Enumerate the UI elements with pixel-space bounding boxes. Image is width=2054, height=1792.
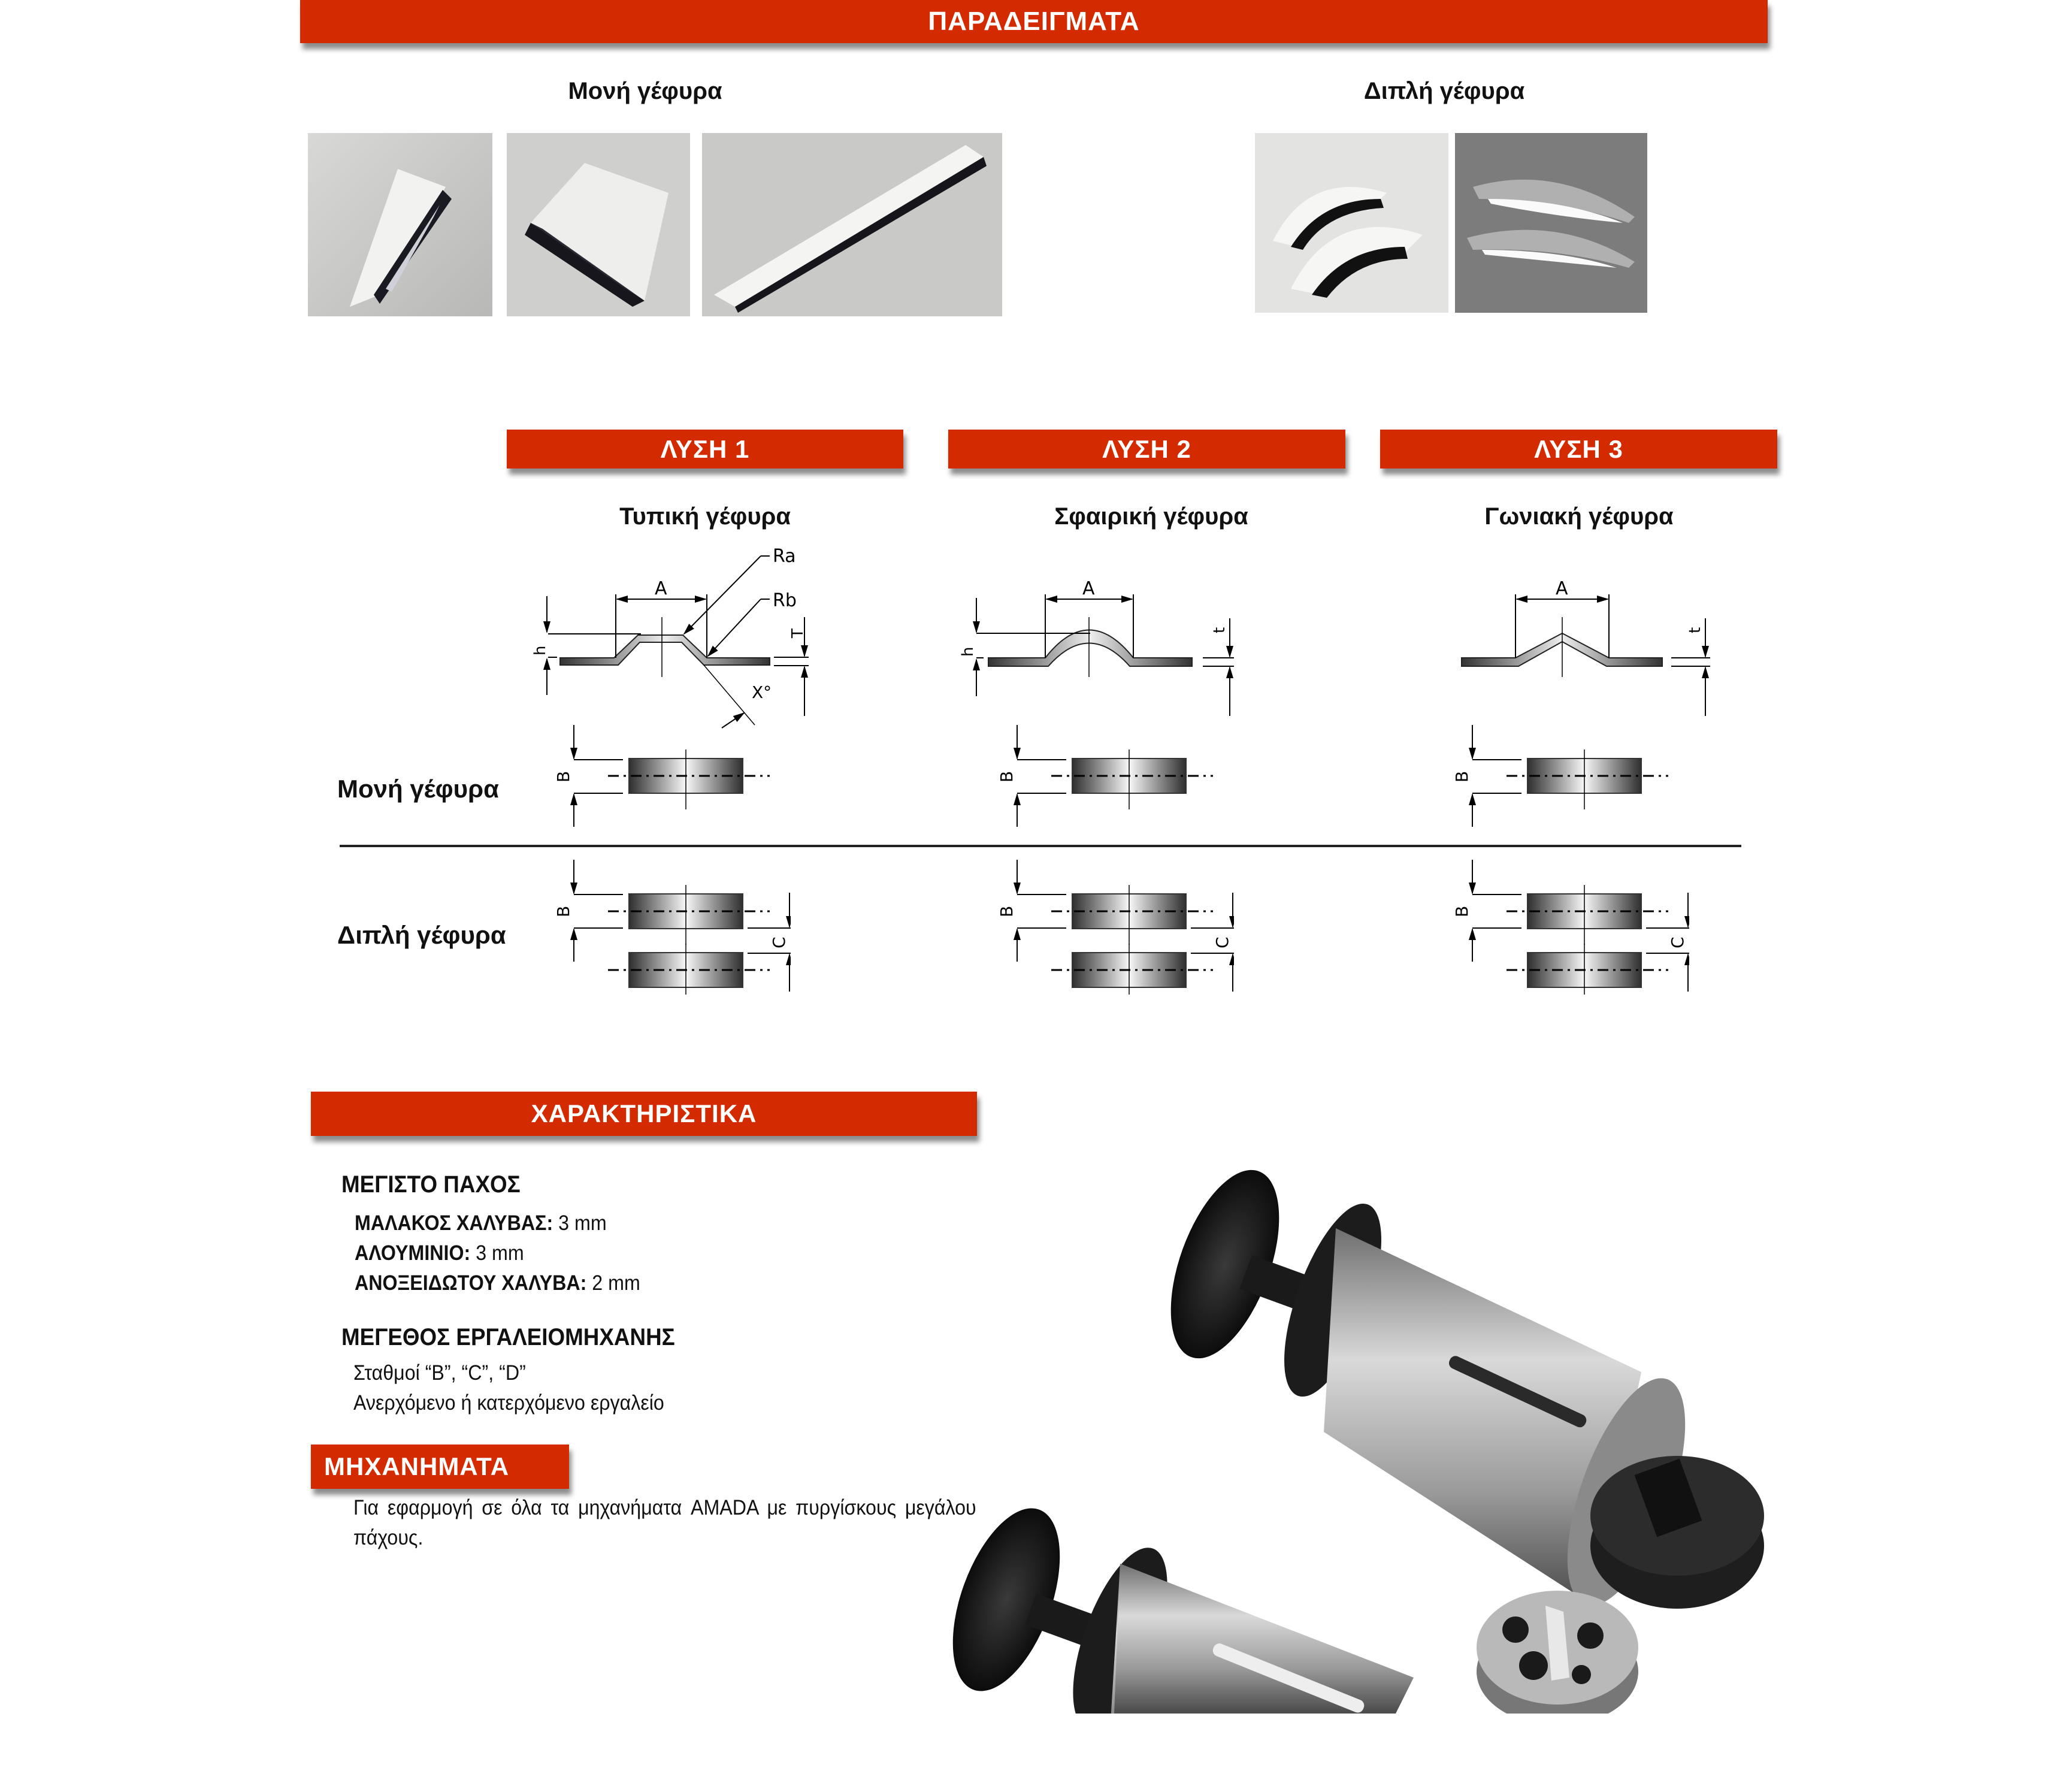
solution-3-top-view-diagram xyxy=(1438,719,1689,995)
dim-B-label: B xyxy=(553,770,573,782)
dim-B-label: B xyxy=(997,905,1017,917)
examples-banner xyxy=(300,0,1768,43)
thickness-item-label: ΜΑΛΑΚΟΣ ΧΑΛΥΒΑΣ: xyxy=(355,1211,553,1235)
solution-1-top-view-diagram xyxy=(539,719,791,995)
characteristics-banner-title: ΧΑΡΑΚΤΗΡΙΣΤΙΚΑ xyxy=(531,1099,757,1128)
dim-C-label: C xyxy=(1212,936,1232,948)
thickness-item-value: 2 mm xyxy=(592,1271,640,1295)
dim-h-label: h xyxy=(531,645,549,655)
dim-C-label: C xyxy=(769,936,789,948)
row-label-single: Μονή γέφυρα xyxy=(337,775,499,803)
row-label-double: Διπλή γέφυρα xyxy=(337,921,506,949)
double-bridge-label: Διπλή γέφυρα xyxy=(1363,78,1525,104)
bridge-tools-photo xyxy=(940,1138,1791,1714)
dim-X-label: X° xyxy=(752,682,772,702)
dim-T-label: T xyxy=(789,628,807,638)
solution-3-banner xyxy=(1380,430,1777,469)
solution-1-banner xyxy=(507,430,903,469)
dim-h-label: h xyxy=(959,646,977,657)
solution-3-title: Γωνιακή γέφυρα xyxy=(1484,503,1674,530)
dim-Rb-label: Rb xyxy=(773,590,797,611)
dim-Ra-label: Ra xyxy=(773,546,796,567)
solution-2-title: Σφαιρική γέφυρα xyxy=(1054,503,1248,530)
dim-B-label: B xyxy=(553,905,573,917)
examples-banner-title: ΠΑΡΑΔΕΙΓΜΑΤΑ xyxy=(928,7,1140,36)
solution-3-profile-diagram xyxy=(1450,563,1773,731)
dim-A-label: A xyxy=(1082,578,1095,599)
thickness-item-label: ΑΝΟΞΕΙΔΩΤΟΥ ΧΑΛΥΒΑ: xyxy=(355,1271,587,1295)
max-thickness-heading: ΜΕΓΙΣΤΟ ΠΑΧΟΣ xyxy=(341,1171,521,1198)
dim-B-label: B xyxy=(997,770,1017,782)
thickness-item-value: 3 mm xyxy=(476,1241,524,1265)
solution-2-top-view-diagram xyxy=(982,719,1234,995)
single-bridge-photo-2 xyxy=(507,133,690,316)
solution-1-profile-diagram xyxy=(527,539,887,731)
single-bridge-photo-3 xyxy=(702,133,1002,316)
solution-1-banner-title: ΛΥΣΗ 1 xyxy=(660,434,750,463)
characteristics-banner xyxy=(311,1092,977,1136)
dim-A-label: A xyxy=(655,578,667,599)
single-bridge-label: Μονή γέφυρα xyxy=(568,78,722,104)
thickness-item xyxy=(355,1241,524,1265)
dim-t-label: t xyxy=(1686,627,1704,633)
solution-2-profile-diagram xyxy=(946,563,1330,731)
single-bridge-photo-1 xyxy=(308,133,492,316)
solution-3-banner-title: ΛΥΣΗ 3 xyxy=(1534,434,1623,463)
tool-size-line: Ανερχόμενο ή κατερχόμενο εργαλείο xyxy=(353,1391,664,1415)
tool-size-line: Σταθμοί “B”, “C”, “D” xyxy=(353,1361,526,1385)
tool-size-heading: ΜΕΓΕΘΟΣ ΕΡΓΑΛΕΙΟΜΗΧΑΝΗΣ xyxy=(341,1324,675,1350)
dim-B-label: B xyxy=(1452,905,1472,917)
machines-banner-title: ΜΗΧΑΝΗΜΑΤΑ xyxy=(324,1452,510,1480)
machines-banner xyxy=(311,1445,569,1489)
thickness-item-label: ΑΛΟΥΜΙΝΙΟ: xyxy=(355,1241,471,1265)
thickness-item xyxy=(355,1211,607,1235)
solution-1-title: Τυπική γέφυρα xyxy=(619,503,791,530)
solution-2-banner-title: ΛΥΣΗ 2 xyxy=(1102,434,1191,463)
dim-A-label: A xyxy=(1556,578,1568,599)
machines-description: Για εφαρμογή σε όλα τα μηχανήματα AMADA με πυργίσκους μεγάλου πάχους. xyxy=(353,1496,976,1549)
thickness-item-value: 3 mm xyxy=(558,1211,607,1235)
double-bridge-photo-2 xyxy=(1455,133,1647,313)
double-bridge-photo-1 xyxy=(1255,133,1448,313)
dim-B-label: B xyxy=(1452,770,1472,782)
solution-2-banner xyxy=(948,430,1345,469)
dim-t-label: t xyxy=(1211,627,1229,633)
dim-C-label: C xyxy=(1668,936,1687,948)
thickness-item xyxy=(355,1271,640,1295)
